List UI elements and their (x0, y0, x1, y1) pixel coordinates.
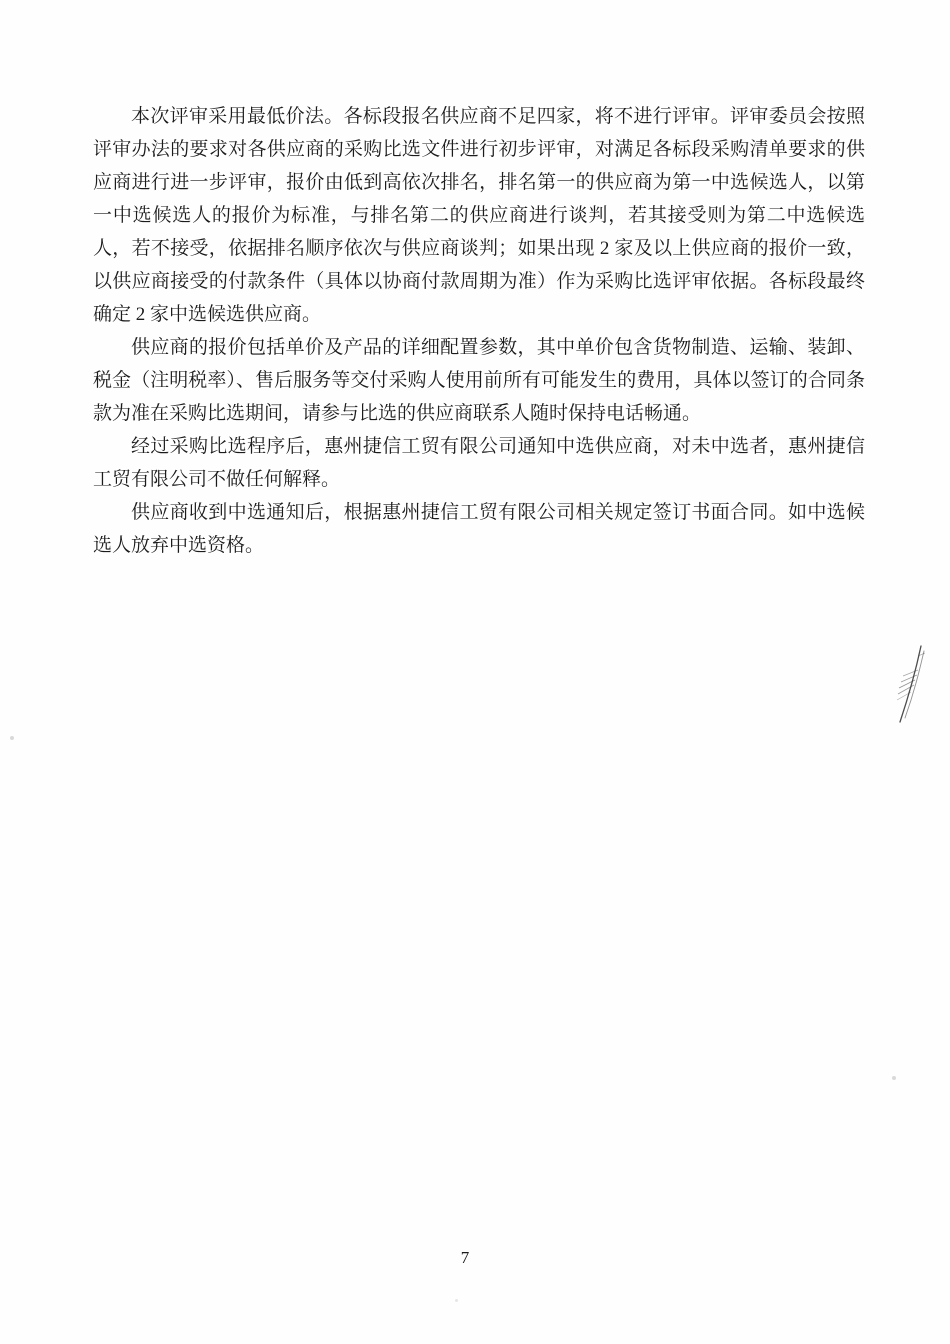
scan-speck (455, 1299, 458, 1302)
scan-speck (10, 736, 14, 740)
document-body (93, 100, 865, 562)
paragraph-notification: 经过采购比选程序后，惠州捷信工贸有限公司通知中选供应商，对未中选者，惠州捷信工贸有限公司不做任何解释。 (93, 436, 865, 490)
page-number: 7 (460, 1248, 470, 1267)
scan-speck (892, 1076, 896, 1080)
paragraph-quotation-scope: 供应商的报价包括单价及产品的详细配置参数，其中单价包含货物制造、运输、装卸、税金（注明税率）、售后服务等交付采购人使用前所有可能发生的费用，具体以签订的合同条款为准在采购比选期间，请参与比选的供应商联系人随时保持电话畅通。 (93, 337, 865, 424)
paragraph-contract-signing: 供应商收到中选通知后，根据惠州捷信工贸有限公司相关规定签订书面合同。如中选候选人放弃中选资格。 (93, 502, 865, 556)
pen-scribble-mark (890, 638, 930, 730)
paragraph-evaluation-method: 本次评审采用最低价法。各标段报名供应商不足四家，将不进行评审。评审委员会按照评审办法的要求对各供应商的采购比选文件进行初步评审，对满足各标段采购清单要求的供应商进行进一步评审，报价由低到高依次排名，排名第一的供应商为第一中选候选人，以第一中选候选人的报价为标准，与排名第二的供应商进行谈判，若其接受则为第二中选候选人，若不接受，依据排名顺序依次与供应商谈判；如果出现 2 家及以上供应商的报价一致，以供应商接受的付款条件（具体以协商付款周期为准）作为采购比选评审依据。各标段最终确定 2 家中选候选供应商。 (93, 106, 865, 325)
